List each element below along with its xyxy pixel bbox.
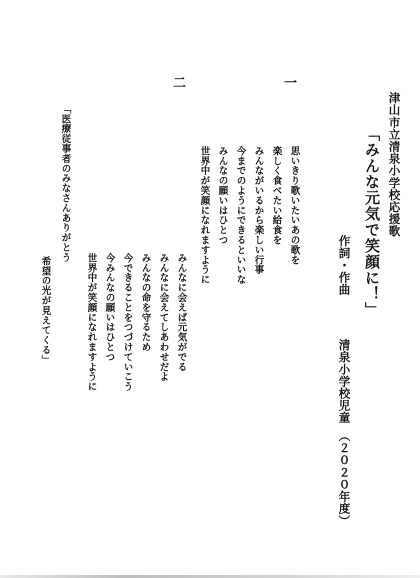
verse-2-line-5: 今みんなの願いはひとつ: [103, 253, 115, 362]
credit-label: 作詞・作曲: [337, 235, 352, 296]
verse-2-line-2: みんなに会えてしあわせだよ: [157, 253, 169, 382]
verse-2-number: 二: [173, 76, 187, 91]
closing-line-2: 希望の光が見えてくる」: [39, 256, 51, 365]
year-label: （２０２０年度）: [337, 430, 352, 527]
school-name-line: 津山市立清泉小学校応援歌: [387, 92, 402, 238]
verse-2-line-1: みんなに会えば元気がでる: [175, 253, 187, 372]
verse-1-line-4: 今までのようにできるといいな: [234, 146, 246, 285]
verse-2-line-4: 今できることをつづけていこう: [121, 253, 133, 392]
song-title: 「みんな元気で笑顔に！」: [363, 126, 381, 318]
verse-1-line-2: 楽しく食べたい給食を: [270, 146, 282, 245]
verse-1-number: 一: [284, 76, 298, 91]
verse-1-line-5: みんなの願いはひとつ: [216, 146, 228, 245]
verse-2-line-6: 世界中が笑顔になれますように: [85, 253, 97, 392]
verse-1-line-1: 思いきり歌いたいあの歌を: [288, 146, 300, 265]
author-name: 清泉小学校児童: [337, 339, 352, 424]
verse-2-line-3: みんなの命を守るため: [139, 253, 151, 352]
closing-line-1: 「医療従事者のみなさんありがとう: [59, 104, 71, 263]
verse-1-line-6: 世界中が笑顔になれますように: [198, 146, 210, 285]
verse-1-line-3: みんながいるから楽しい行事: [252, 146, 264, 275]
